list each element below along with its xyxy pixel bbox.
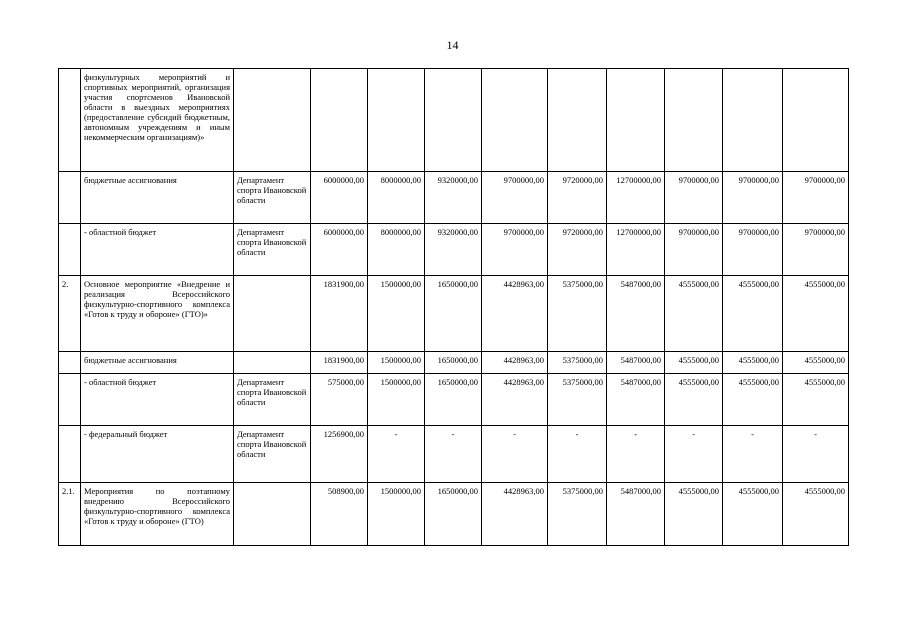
amount-cell: 5375000,00 — [548, 374, 607, 426]
row-number — [59, 352, 81, 374]
amount-cell — [425, 69, 482, 172]
amount-cell: 1500000,00 — [368, 374, 425, 426]
amount-cell: 4555000,00 — [665, 352, 723, 374]
amount-cell: 6000000,00 — [311, 224, 368, 276]
amount-cell: 4428963,00 — [482, 483, 548, 546]
amount-cell: 4555000,00 — [783, 374, 849, 426]
table-row — [59, 352, 849, 374]
amount-cell: 5487000,00 — [607, 276, 665, 352]
amount-cell: 9700000,00 — [482, 224, 548, 276]
amount-cell: 9320000,00 — [425, 224, 482, 276]
amount-cell: 9720000,00 — [548, 224, 607, 276]
amount-cell: 5487000,00 — [607, 374, 665, 426]
row-number: 2. — [59, 276, 81, 352]
responsible-department: Департамент спорта Ивановской области — [234, 172, 311, 224]
amount-cell: 4555000,00 — [783, 483, 849, 546]
amount-cell: - — [783, 426, 849, 483]
table-row — [59, 172, 849, 224]
amount-cell: 4555000,00 — [665, 276, 723, 352]
amount-cell: 9700000,00 — [783, 172, 849, 224]
amount-cell: 9700000,00 — [783, 224, 849, 276]
amount-cell: 1650000,00 — [425, 352, 482, 374]
responsible-department — [234, 276, 311, 352]
amount-cell: 4555000,00 — [723, 276, 783, 352]
amount-cell: - — [368, 426, 425, 483]
page-number: 14 — [446, 38, 459, 52]
row-description: Основное мероприятие «Внедрение и реализация Всероссийского физкультурно-спортивного комплекса «Готов к труду и обороне» (ГТО)» — [81, 276, 234, 352]
amount-cell: 1831900,00 — [311, 352, 368, 374]
table-row — [59, 69, 849, 172]
amount-cell: 1650000,00 — [425, 374, 482, 426]
amount-cell: 5375000,00 — [548, 352, 607, 374]
amount-cell: 1650000,00 — [425, 483, 482, 546]
amount-cell: 9700000,00 — [665, 224, 723, 276]
amount-cell: - — [425, 426, 482, 483]
row-description: бюджетные ассигнования — [81, 352, 234, 374]
row-description: - областной бюджет — [81, 224, 234, 276]
amount-cell: 5375000,00 — [548, 276, 607, 352]
row-number — [59, 426, 81, 483]
amount-cell — [723, 69, 783, 172]
amount-cell: 575000,00 — [311, 374, 368, 426]
amount-cell: 4555000,00 — [723, 352, 783, 374]
amount-cell: 4555000,00 — [665, 483, 723, 546]
amount-cell: 4428963,00 — [482, 276, 548, 352]
responsible-department — [234, 352, 311, 374]
amount-cell: 1831900,00 — [311, 276, 368, 352]
responsible-department: Департамент спорта Ивановской области — [234, 224, 311, 276]
amount-cell: 1650000,00 — [425, 276, 482, 352]
amount-cell — [482, 69, 548, 172]
row-description: Мероприятия по поэтапному внедрению Всероссийского физкультурно-спортивного комплекса «Готов к труду и обороне» (ГТО) — [81, 483, 234, 546]
amount-cell: 1500000,00 — [368, 276, 425, 352]
row-description: физкультурных мероприятий и спортивных мероприятий, организация участия спортсменов Ивановской области в выездных мероприятиях (предоставление субсидий бюджетным, автономным учреждениям и иным некоммерческим организациям)» — [81, 69, 234, 172]
amount-cell: 4428963,00 — [482, 352, 548, 374]
amount-cell: - — [548, 426, 607, 483]
responsible-department: Департамент спорта Ивановской области — [234, 426, 311, 483]
row-description: - федеральный бюджет — [81, 426, 234, 483]
amount-cell — [665, 69, 723, 172]
amount-cell: 4555000,00 — [723, 483, 783, 546]
amount-cell — [607, 69, 665, 172]
amount-cell: 9700000,00 — [665, 172, 723, 224]
amount-cell: 4555000,00 — [783, 352, 849, 374]
row-number — [59, 374, 81, 426]
table-row — [59, 374, 849, 426]
amount-cell: 5487000,00 — [607, 352, 665, 374]
responsible-department — [234, 483, 311, 546]
budget-table — [58, 68, 849, 546]
amount-cell — [368, 69, 425, 172]
row-number — [59, 69, 81, 172]
amount-cell: 4555000,00 — [665, 374, 723, 426]
table-row — [59, 426, 849, 483]
amount-cell — [548, 69, 607, 172]
amount-cell: 12700000,00 — [607, 224, 665, 276]
amount-cell — [311, 69, 368, 172]
amount-cell: 8000000,00 — [368, 172, 425, 224]
amount-cell: 9700000,00 — [482, 172, 548, 224]
amount-cell: 4555000,00 — [783, 276, 849, 352]
amount-cell: 1500000,00 — [368, 352, 425, 374]
amount-cell: 4428963,00 — [482, 374, 548, 426]
amount-cell: 6000000,00 — [311, 172, 368, 224]
amount-cell — [783, 69, 849, 172]
amount-cell: 5487000,00 — [607, 483, 665, 546]
responsible-department: Департамент спорта Ивановской области — [234, 374, 311, 426]
amount-cell: 1256900,00 — [311, 426, 368, 483]
amount-cell: 4555000,00 — [723, 374, 783, 426]
responsible-department — [234, 69, 311, 172]
amount-cell: 9720000,00 — [548, 172, 607, 224]
amount-cell: 9700000,00 — [723, 224, 783, 276]
amount-cell: 508900,00 — [311, 483, 368, 546]
row-description: - областной бюджет — [81, 374, 234, 426]
amount-cell: 5375000,00 — [548, 483, 607, 546]
amount-cell: - — [482, 426, 548, 483]
table-row — [59, 483, 849, 546]
row-description: бюджетные ассигнования — [81, 172, 234, 224]
row-number: 2.1. — [59, 483, 81, 546]
amount-cell: 12700000,00 — [607, 172, 665, 224]
table-row — [59, 276, 849, 352]
amount-cell: - — [723, 426, 783, 483]
row-number — [59, 224, 81, 276]
row-number — [59, 172, 81, 224]
amount-cell: 8000000,00 — [368, 224, 425, 276]
amount-cell: 1500000,00 — [368, 483, 425, 546]
amount-cell: - — [665, 426, 723, 483]
amount-cell: - — [607, 426, 665, 483]
amount-cell: 9700000,00 — [723, 172, 783, 224]
table-row — [59, 224, 849, 276]
amount-cell: 9320000,00 — [425, 172, 482, 224]
